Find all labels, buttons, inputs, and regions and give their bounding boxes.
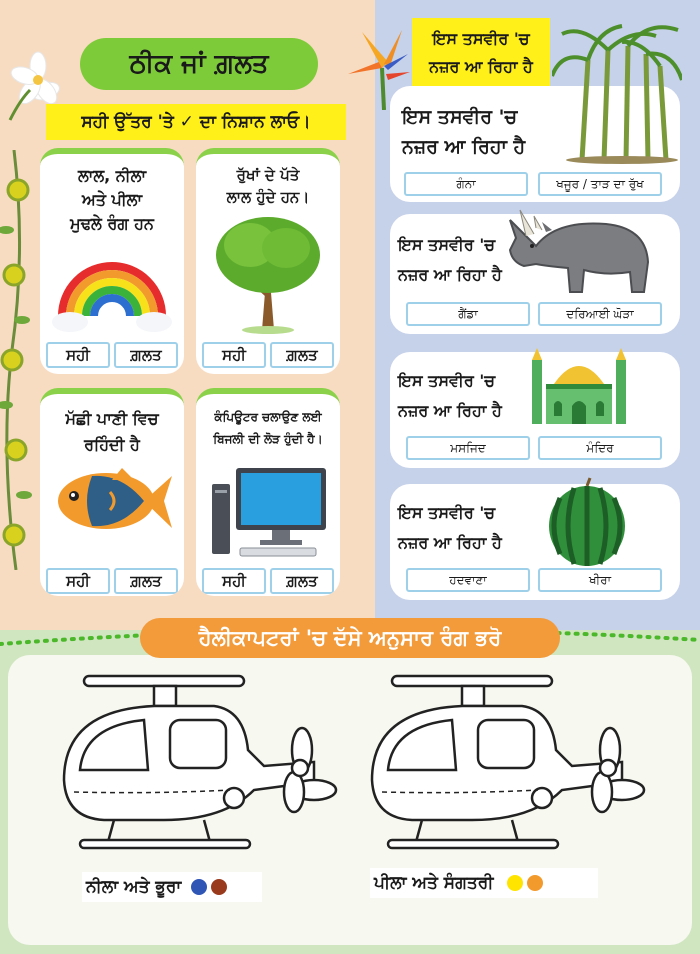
mosque-icon (528, 340, 630, 426)
sugarcane-icon (552, 20, 682, 164)
vine-decoration (0, 150, 36, 570)
brown-dot (211, 879, 227, 895)
true-false-card-2 (196, 148, 340, 374)
computer-icon (208, 464, 332, 560)
rhino-icon (506, 206, 654, 298)
true-option[interactable]: ਸਹੀ (46, 568, 110, 594)
answer-option-2[interactable]: ਦਰਿਆਈ ਘੋੜਾ (538, 302, 662, 326)
answer-option-2[interactable]: ਮੰਦਿਰ (538, 436, 662, 460)
card-question: ਇਸ ਤਸਵੀਰ 'ਚ ਨਜ਼ਰ ਆ ਰਿਹਾ ਹੈ (398, 503, 502, 552)
card-statement: ਮੱਛੀ ਪਾਣੀ ਵਿਚ ਰਹਿੰਦੀ ਹੈ (65, 409, 159, 454)
instruction-label: ਸਹੀ ਉੱਤਰ 'ਤੇ ✓ ਦਾ ਨਿਸ਼ਾਨ ਲਾਓ। (46, 104, 346, 140)
orange-dot (527, 875, 543, 891)
true-option[interactable]: ਸਹੀ (202, 568, 266, 594)
true-option[interactable]: ਸਹੀ (202, 342, 266, 368)
card-statement: ਲਾਲ, ਨੀਲਾ ਅਤੇ ਪੀਲਾ ਮੁਢਲੇ ਰੰਗ ਹਨ (70, 166, 154, 233)
true-option[interactable]: ਸਹੀ (46, 342, 110, 368)
helicopter-icon (352, 670, 652, 860)
true-false-card-3 (40, 388, 184, 596)
card-statement: ਕੰਪਿਊਟਰ ਚਲਾਉਣ ਲਈ ਬਿਜਲੀ ਦੀ ਲੋੜ ਹੁੰਦੀ ਹੈ। (213, 410, 323, 446)
color-instruction-1: ਨੀਲਾ ਅਤੇ ਭੂਰਾ (82, 872, 262, 902)
true-false-card-4 (196, 388, 340, 596)
blue-dot (191, 879, 207, 895)
rainbow-icon (52, 246, 172, 336)
false-option[interactable]: ਗ਼ਲਤ (270, 342, 334, 368)
false-option[interactable]: ਗ਼ਲਤ (114, 568, 178, 594)
answer-option-1[interactable]: ਗੰਨਾ (404, 172, 528, 196)
false-option[interactable]: ਗ਼ਲਤ (114, 342, 178, 368)
card-question: ਇਸ ਤਸਵੀਰ 'ਚ ਨਜ਼ਰ ਆ ਰਿਹਾ ਹੈ (398, 235, 502, 284)
fish-icon (52, 464, 174, 538)
answer-option-1[interactable]: ਗੈਂਡਾ (406, 302, 530, 326)
page-title: ਠੀਕ ਜਾਂ ਗ਼ਲਤ (80, 38, 318, 90)
watermelon-icon (544, 472, 630, 568)
helicopter-icon (44, 670, 344, 860)
right-header-label: ਇਸ ਤਸਵੀਰ 'ਚ ਨਜ਼ਰ ਆ ਰਿਹਾ ਹੈ (412, 18, 550, 88)
card-question: ਇਸ ਤਸਵੀਰ 'ਚ ਨਜ਼ਰ ਆ ਰਿਹਾ ਹੈ (402, 106, 526, 158)
false-option[interactable]: ਗ਼ਲਤ (270, 568, 334, 594)
yellow-dot (507, 875, 523, 891)
identify-card-4 (390, 484, 680, 600)
card-statement: ਰੁੱਖਾਂ ਦੇ ਪੱਤੇ ਲਾਲ ਹੁੰਦੇ ਹਨ। (226, 166, 310, 206)
color-instruction-2: ਪੀਲਾ ਅਤੇ ਸੰਗਤਰੀ (370, 868, 598, 898)
true-false-card-1 (40, 148, 184, 374)
answer-option-1[interactable]: ਹਦਵਾਣਾ (406, 568, 530, 592)
answer-option-2[interactable]: ਖਜੂਰ / ਤਾੜ ਦਾ ਰੁੱਖ (538, 172, 662, 196)
answer-option-2[interactable]: ਖੀਰਾ (538, 568, 662, 592)
card-question: ਇਸ ਤਸਵੀਰ 'ਚ ਨਜ਼ਰ ਆ ਰਿਹਾ ਹੈ (398, 371, 502, 420)
coloring-banner: ਹੈਲੀਕਾਪਟਰਾਂ 'ਚ ਦੱਸੇ ਅਨੁਸਾਰ ਰੰਗ ਭਰੋ (140, 618, 560, 658)
answer-option-1[interactable]: ਮਸਜਿਦ (406, 436, 530, 460)
tree-icon (210, 210, 326, 336)
